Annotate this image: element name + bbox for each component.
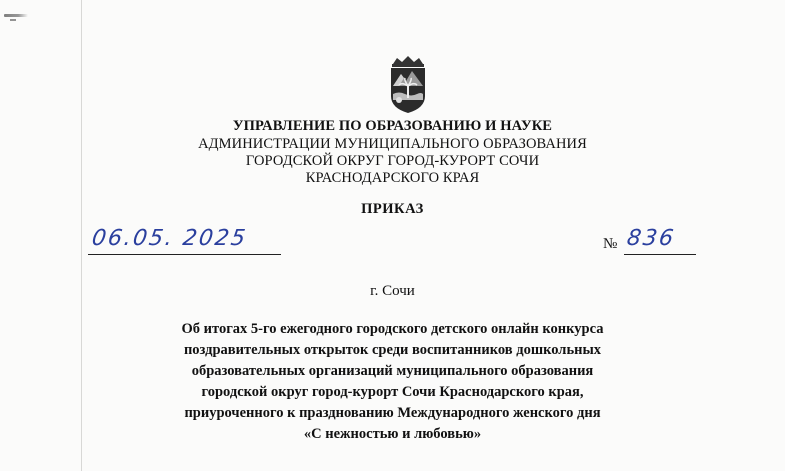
handwritten-date: 06.05. 2025 [90,226,249,251]
scan-mark-small [10,19,16,21]
number-field [624,228,696,255]
administration-line-2: ГОРОДСКОЙ ОКРУГ ГОРОД-КУРОРТ СОЧИ [245,153,540,169]
administration-line-1: АДМИНИСТРАЦИИ МУНИЦИПАЛЬНОГО ОБРАЗОВАНИЯ [198,136,587,152]
city-line: г. Сочи [370,283,415,299]
subject-line-5: приуроченного к празднованию Международного женского дня [184,405,601,421]
administration-line-3: КРАСНОДАРСКОГО КРАЯ [305,170,480,186]
number-label: № [603,236,618,252]
handwritten-number: 836 [625,226,677,251]
scan-mark [4,14,28,17]
coat-of-arms-icon [385,56,431,114]
subject-line-2: поздравительных открыток среди воспитанников дошкольных [183,342,602,358]
document-subject [0,319,785,445]
subject-line-1: Об итогах 5-го ежегодного городского детского онлайн конкурса [181,321,604,337]
department-title: УПРАВЛЕНИЕ ПО ОБРАЗОВАНИЮ И НАУКЕ [232,118,553,134]
date-field [88,228,281,255]
subject-line-3: образовательных организаций муниципального образования [191,363,594,379]
subject-line-4: городской округ город-курорт Сочи Краснодарского края, [201,384,584,400]
document-type-title: ПРИКАЗ [361,201,424,217]
subject-line-6: «С нежностью и любовью» [303,426,482,442]
